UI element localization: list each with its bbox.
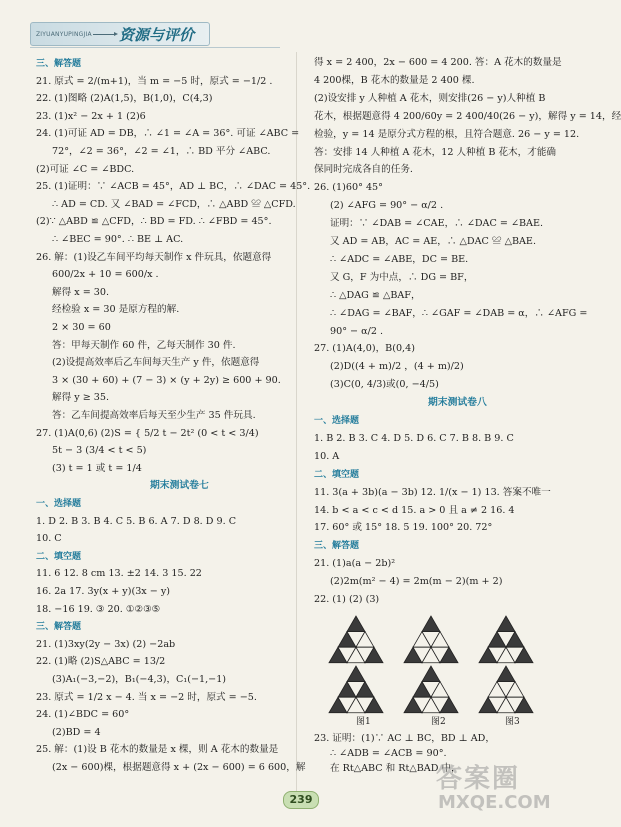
- answer-line: 27. (1)A(4,0)，B(0,4): [314, 343, 415, 355]
- triangle-figures: [318, 612, 548, 722]
- triangle-cell: [497, 616, 515, 632]
- answer-line: 解得 y ≥ 35.: [52, 392, 110, 404]
- answer-line: 90° − α/2 .: [330, 325, 384, 337]
- answer-line: 24. (1)∠BDC = 60°: [36, 709, 130, 721]
- answer-line: 22. (1) (2) (3): [314, 594, 380, 605]
- exam-title: 期末测试卷七: [150, 480, 209, 492]
- answer-line: 14. b < a < c < d 15. a > 0 且 a ≠ 2 16. 4: [314, 504, 515, 516]
- answer-line: 答：甲每天制作 60 件，乙每天制作 30 件.: [52, 339, 236, 351]
- answer-line: (2)设安排 y 人种植 A 花木，则安排(26 − y)人种植 B: [314, 92, 546, 104]
- triangle-cell: [347, 616, 365, 632]
- answer-line: 答：安排 14 人种植 A 花木，12 人种植 B 花木，才能确: [314, 146, 557, 158]
- answer-line: 26. 解：(1)设乙车间平均每天制作 x 件玩具，依题意得: [36, 251, 272, 263]
- answer-line: ∴ ∠DAG = ∠BAF，∴ ∠GAF = ∠DAB = α，∴ ∠AFG =: [330, 307, 588, 319]
- answer-line: 10. C: [36, 533, 62, 545]
- answer-line: 23. (1)x² − 2x + 1 (2)6: [36, 110, 146, 122]
- answer-line: (2)设提高效率后乙车间每天生产 y 件，依题意得: [52, 357, 260, 369]
- section-heading: 一、选择题: [36, 499, 82, 509]
- answer-line: (2) ∠AFG = 90° − α/2 .: [330, 200, 444, 212]
- answer-line: (3)A₁(−3,−2)，B₁(−4,3)，C₁(−1,−1): [52, 674, 227, 685]
- answer-line: ∴ ∠BEC = 90°. ∴ BE ⊥ AC.: [52, 234, 184, 245]
- answer-line: (3) t = 1 或 t = 1/4: [52, 462, 142, 474]
- answer-line: 21. (1)3xy(2y − 3x) (2) −2ab: [36, 638, 176, 650]
- answer-line: 11. 3(a + 3b)(a − 3b) 12. 1/(x − 1) 13. 答案不唯一: [314, 486, 551, 498]
- answer-line: (2)D((4 + m)/2 ，(4 + m)/2): [330, 361, 464, 373]
- answer-line: 17. 60° 或 15° 18. 5 19. 100° 20. 72°: [314, 522, 493, 534]
- answer-line: 24. (1)可证 AD = DB，∴ ∠1 = ∠A = 36°. 可证 ∠ABC =: [36, 128, 300, 140]
- answer-line: 4 200棵，B 花木的数量是 2 400 棵.: [314, 74, 475, 86]
- watermark-line-1: 答案圈: [436, 764, 521, 794]
- answer-line: (2)2m(m² − 4) = 2m(m − 2)(m + 2): [330, 576, 503, 588]
- answer-line: 10. A: [314, 450, 340, 462]
- answer-line: 保同时完成各自的任务.: [314, 164, 413, 176]
- answer-line: 答：乙车间提高效率后每天至少生产 35 件玩具.: [52, 410, 256, 421]
- answer-line: 16. 2a 17. 3y(x + y)(3x − y): [36, 586, 171, 597]
- answer-line: 23. 证明：(1)∵ AC ⊥ BC，BD ⊥ AD，: [314, 733, 495, 744]
- triangle-cell: [422, 616, 440, 632]
- answer-line: 25. (1)证明：∵ ∠ACB = 45°，AD ⊥ BC，∴ ∠DAC = 45°.: [36, 181, 311, 193]
- answer-line: 1. D 2. B 3. B 4. C 5. B 6. A 7. D 8. D 9. C: [36, 515, 237, 527]
- arrow-icon: [93, 34, 115, 35]
- answer-line: 18. −16 19. ③ 20. ①②③⑤: [36, 603, 161, 615]
- header-title: 资源与评价: [119, 26, 195, 44]
- section-heading: 三、解答题: [36, 59, 82, 69]
- header-subtitle: ZIYUANYUPINGJIA: [36, 31, 92, 38]
- section-heading: 二、填空题: [314, 469, 360, 480]
- answer-line: 又 G，F 为中点，∴ DG = BF，: [330, 271, 474, 283]
- section-heading: 一、选择题: [314, 416, 360, 426]
- answer-line: 26. (1)60° 45°: [314, 182, 383, 194]
- answer-line: 经检验 x = 30 是原方程的解.: [52, 304, 180, 316]
- watermark: [436, 758, 554, 818]
- answer-line: (2)可证 ∠C = ∠BDC.: [36, 163, 135, 175]
- answer-line: ∴ ∠ADB = ∠ACB = 90°.: [330, 748, 447, 759]
- answer-line: 得 x = 2 400，2x − 600 = 4 200. 答：A 花木的数量是: [314, 57, 562, 68]
- answer-line: ∴ AD = CD. 又 ∠BAD = ∠FCD，∴ △ABD ≌ △CFD.: [52, 198, 296, 210]
- answer-line: 5t − 3 (3/4 < t < 5): [52, 445, 147, 457]
- answer-line: 1. B 2. B 3. C 4. D 5. D 6. C 7. B 8. B 9. C: [314, 432, 514, 444]
- section-heading: 三、解答题: [314, 541, 360, 552]
- answer-line: (3)C(0, 4/3)或(0, −4/5): [330, 379, 439, 391]
- answer-line: 证明：∵ ∠DAB = ∠CAE，∴ ∠DAC = ∠BAE.: [330, 218, 544, 230]
- triangle-cell: [347, 666, 365, 682]
- answer-line: 27. (1)A(0,6) (2)S = { 5/2 t − 2t² (0 < t < 3/4): [36, 427, 259, 439]
- answer-line: (2x − 600)棵，根据题意得 x + (2x − 600) = 6 600，解: [52, 762, 306, 773]
- answer-line: 21. (1)a(a − 2b)²: [314, 558, 396, 570]
- answer-line: 3 × (30 + 60) + (7 − 3) × (y + 2y) ≥ 600 + 90.: [52, 374, 281, 386]
- exam-title: 期末测试卷八: [428, 397, 487, 409]
- answer-line: 花木，根据题意得 4 200/60y = 2 400/40(26 − y)，解得 y = 14，经: [314, 110, 621, 122]
- page-number: 239: [283, 791, 319, 809]
- answer-line: 又 AD = AB，AC = AE，∴ △DAC ≌ △BAE.: [330, 236, 536, 247]
- header-banner: [30, 22, 210, 46]
- answer-line: 检验，y = 14 是原分式方程的根，且符合题意. 26 − y = 12.: [314, 128, 580, 140]
- answer-line: 25. 解：(1)设 B 花木的数量是 x 棵，则 A 花木的数量是: [36, 744, 279, 756]
- figure-caption: 图1: [356, 717, 371, 727]
- answer-line: 22. (1)图略 (2)A(1,5)，B(1,0)，C(4,3): [36, 93, 213, 105]
- answer-line: 22. (1)略 (2)S△ABC = 13/2: [36, 656, 166, 668]
- answer-line: 11. 6 12. 8 cm 13. ±2 14. 3 15. 22: [36, 568, 202, 580]
- figure-caption: 图3: [505, 717, 520, 727]
- answer-line: 21. 原式 = 2/(m+1)，当 m = −5 时，原式 = −1/2 .: [36, 75, 273, 87]
- answer-line: 600/2x + 10 = 600/x .: [52, 269, 159, 281]
- column-divider: [296, 52, 297, 807]
- answer-line: 23. 原式 = 1/2 x − 4. 当 x = −2 时，原式 = −5.: [36, 691, 257, 703]
- answer-line: 72°，∠2 = 36°，∠2 = ∠1，∴ BD 平分 ∠ABC.: [52, 146, 271, 157]
- section-heading: 二、填空题: [36, 551, 82, 562]
- answer-line: 在 Rt△ABC 和 Rt△BAD 中，: [330, 763, 461, 774]
- answer-line: 2 × 30 = 60: [52, 322, 111, 333]
- answer-line: (2)BD = 4: [52, 726, 101, 738]
- triangle-cell: [497, 666, 515, 682]
- figure-caption: 图2: [431, 717, 446, 727]
- answer-line: 解得 x = 30.: [52, 286, 110, 298]
- answer-line: ∴ ∠ADC = ∠ABE，DC = BE.: [330, 253, 469, 265]
- triangle-cell: [422, 666, 440, 682]
- section-heading: 三、解答题: [36, 622, 82, 633]
- header-rule: [30, 47, 280, 48]
- answer-line: ∴ △DAG ≌ △BAF，: [330, 289, 421, 301]
- watermark-line-2: MXQE.COM: [438, 792, 551, 813]
- answer-line: (2)∵ △ABD ≌ △CFD，∴ BD = FD. ∴ ∠FBD = 45°.: [36, 216, 272, 228]
